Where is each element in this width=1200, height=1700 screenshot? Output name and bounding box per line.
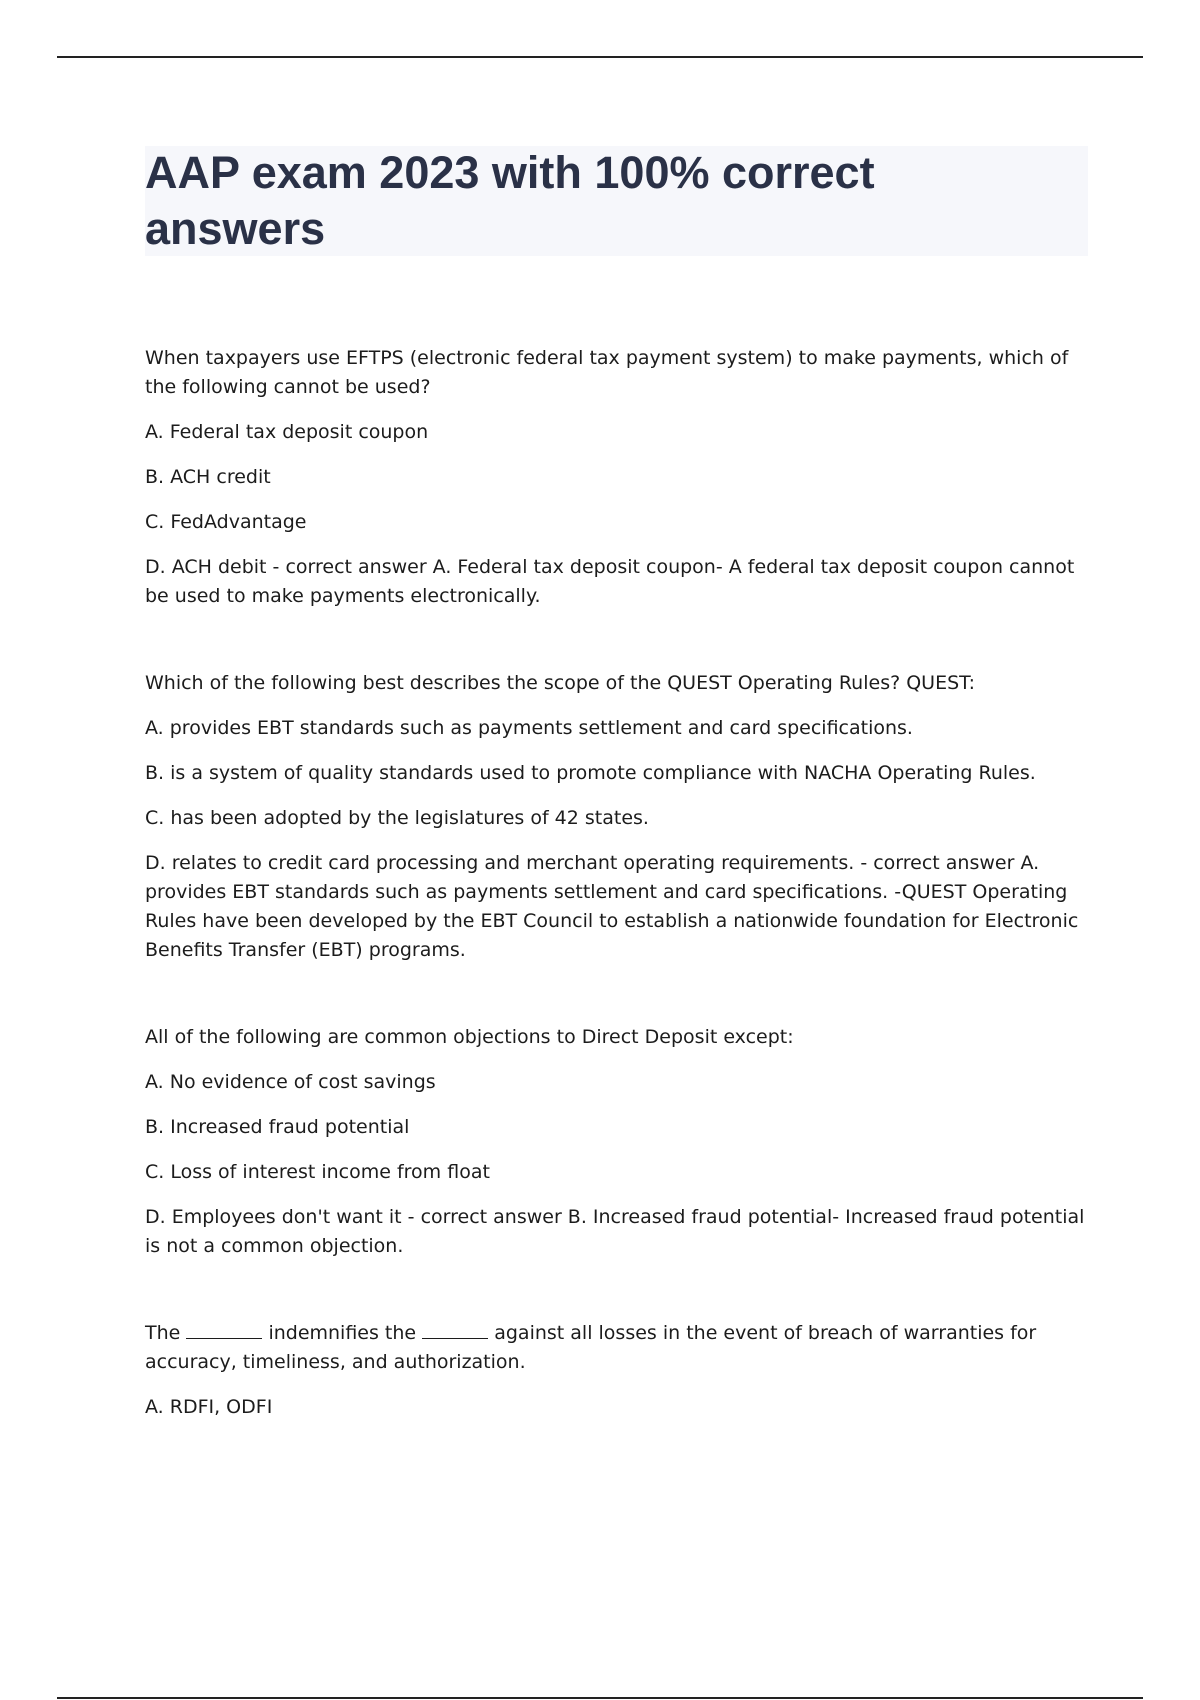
question-block-3 [145,1023,1091,1261]
document-body [145,344,1091,1480]
answer-option: A. No evidence of cost savings [145,1071,436,1093]
answer-option: B. is a system of quality standards used to promote compliance with NACHA Operating Rules. [145,762,1036,784]
question-text-part: against all losses in the event of breach of warranties for accuracy, timeliness, and authorization. [145,1322,1037,1373]
answer-option: C. has been adopted by the legislatures of 42 states. [145,807,649,829]
question-text: When taxpayers use EFTPS (electronic federal tax payment system) to make payments, which of the following cannot be used? [145,347,1069,398]
answer-option: D. relates to credit card processing and merchant operating requirements. - correct answer A. provides EBT standards such as payments settlement and card specifications. -QUEST Operating Rules have been developed by the EBT Council to establish a nationwide foundation for Electronic Benefits Transfer (EBT) programs. [145,852,1079,961]
question-block-1 [145,344,1091,611]
answer-option: B. Increased fraud potential [145,1116,410,1138]
fill-in-blank [422,1320,488,1339]
question-block-2 [145,669,1091,965]
answer-option: D. ACH debit - correct answer A. Federal tax deposit coupon- A federal tax deposit coupon cannot be used to make payments electronically. [145,556,1075,607]
bottom-rule [57,1697,1143,1699]
fill-in-blank [186,1320,262,1339]
answer-option: D. Employees don't want it - correct answer B. Increased fraud potential- Increased fraud potential is not a common objection. [145,1206,1085,1257]
answer-option: C. FedAdvantage [145,511,307,533]
answer-option: B. ACH credit [145,466,271,488]
question-block-4 [145,1319,1091,1422]
question-text-part: The [145,1322,181,1344]
question-text: All of the following are common objections to Direct Deposit except: [145,1026,794,1048]
top-rule [57,56,1143,58]
question-text-part: indemnifies the [268,1322,417,1344]
document-title: AAP exam 2023 with 100% correct answers [145,147,875,254]
question-text: Which of the following best describes the scope of the QUEST Operating Rules? QUEST: [145,672,976,694]
answer-option: A. RDFI, ODFI [145,1396,273,1418]
answer-option: A. provides EBT standards such as payments settlement and card specifications. [145,717,913,739]
question-text [145,1319,1091,1377]
answer-option: A. Federal tax deposit coupon [145,421,429,443]
answer-option: C. Loss of interest income from float [145,1161,490,1183]
